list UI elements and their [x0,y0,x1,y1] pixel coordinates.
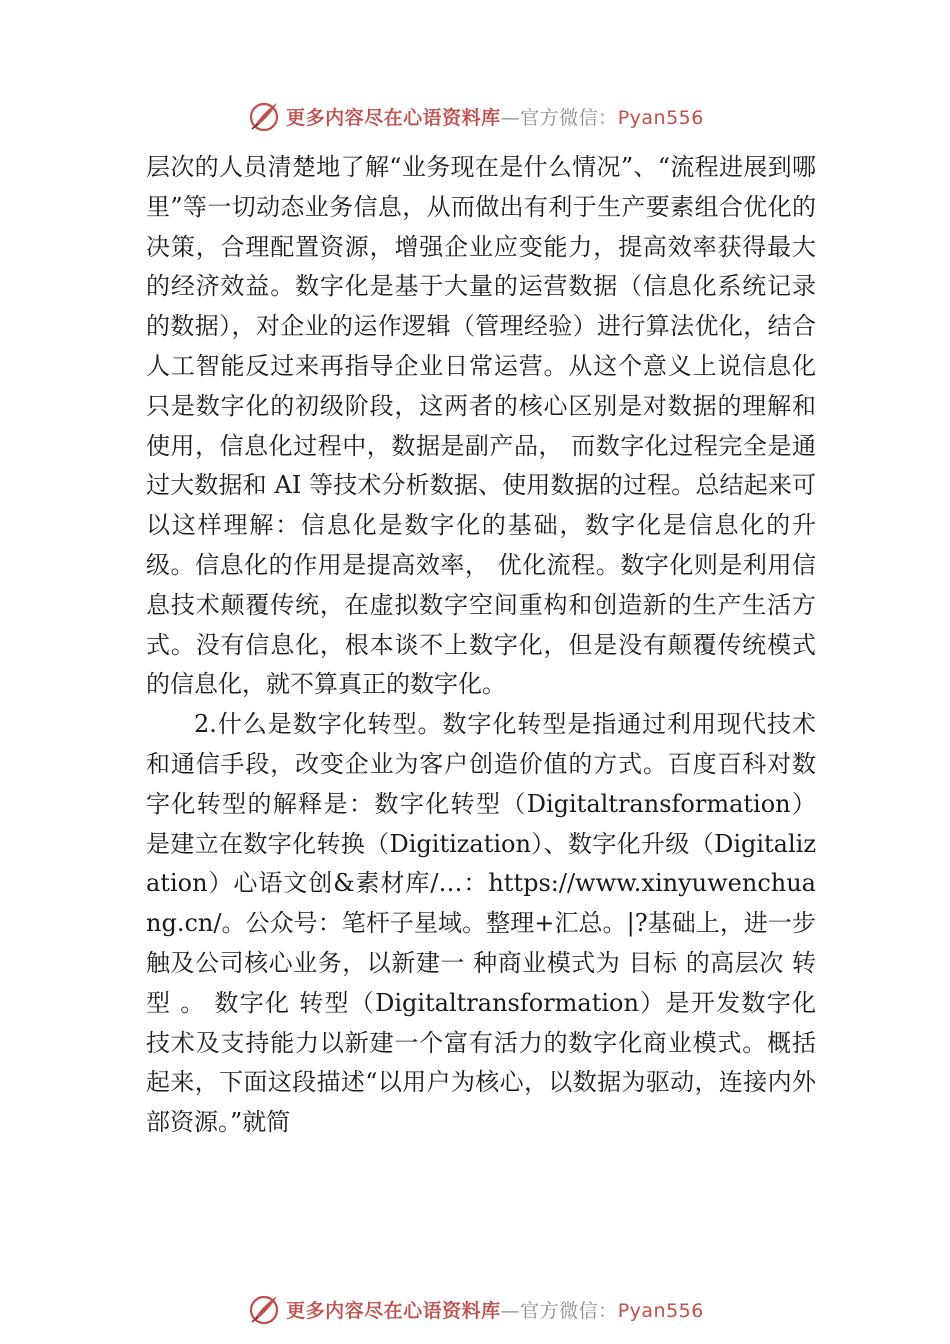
footer-banner [0,1289,950,1329]
paragraph-1: 层次的人员清楚地了解“业务现在是什么情况”、“流程进展到哪里”等一切动态业务信息，从而做出有利于生产要素组合优化的决策，合理配置资源，增强企业应变能力，提高效率获得最大的经济效益。数字化是基于大量的运营数据（信息化系统记录的数据），对企业的运作逻辑（管理经验）进行算法优化，结合人工智能反过来再指导企业日常运营。从这个意义上说信息化只是数字化的初级阶段，这两者的核心区别是对数据的理解和使用，信息化过程中，数据是副产品， 而数字化过程完全是通过大数据和 AI 等技术分析数据、使用数据的过程。总结起来可以这样理解：信息化是数字化的基础，数字化是信息化的升级。信息化的作用是提高效率， 优化流程。数字化则是利用信息技术颠覆传统，在虚拟数字空间重构和创造新的生产生活方式。没有信息化，根本谈不上数字化，但是没有颠覆传统模式的信息化，就不算真正的数字化。 [146,153,816,699]
footer-wechat-id: Pyan556 [617,1299,704,1322]
header-banner [0,96,950,136]
quill-pen-logo-icon [246,98,282,134]
header-site-name: 更多内容尽在心语资料库 [286,106,501,129]
document-body [146,148,816,1143]
footer-site-name: 更多内容尽在心语资料库 [286,1299,501,1322]
header-text [286,103,704,130]
footer-wechat-label: —官方微信： [500,1299,618,1322]
header-wechat-label: —官方微信： [500,106,618,129]
quill-pen-logo-icon [246,1291,282,1327]
header-wechat-id: Pyan556 [617,106,704,129]
footer-text [286,1296,704,1323]
paragraph-2: 2.什么是数字化转型。数字化转型是指通过利用现代技术和通信手段，改变企业为客户创造价值的方式。百度百科对数字化转型的解释是：数字化转型（Digitaltransformation） 是建立在数字化转换（Digitization）、数字化升级（Digitalization）心语文创&素材库/…：https://www.xinyuwenchuang.cn/。公众号：笔杆子星域。整理+汇总。|?基础上，进一步触及公司核心业务，以新建一 种商业模式为 目标 的高层次 转型 。 数字化 转型（Digitaltransformation）是开发数字化技术及支持能力以新建一个富有活力的数字化商业模式。概括起来，下面这段描述“以用户为核心，以数据为驱动，连接内外部资源。”就简 [146,710,816,1137]
